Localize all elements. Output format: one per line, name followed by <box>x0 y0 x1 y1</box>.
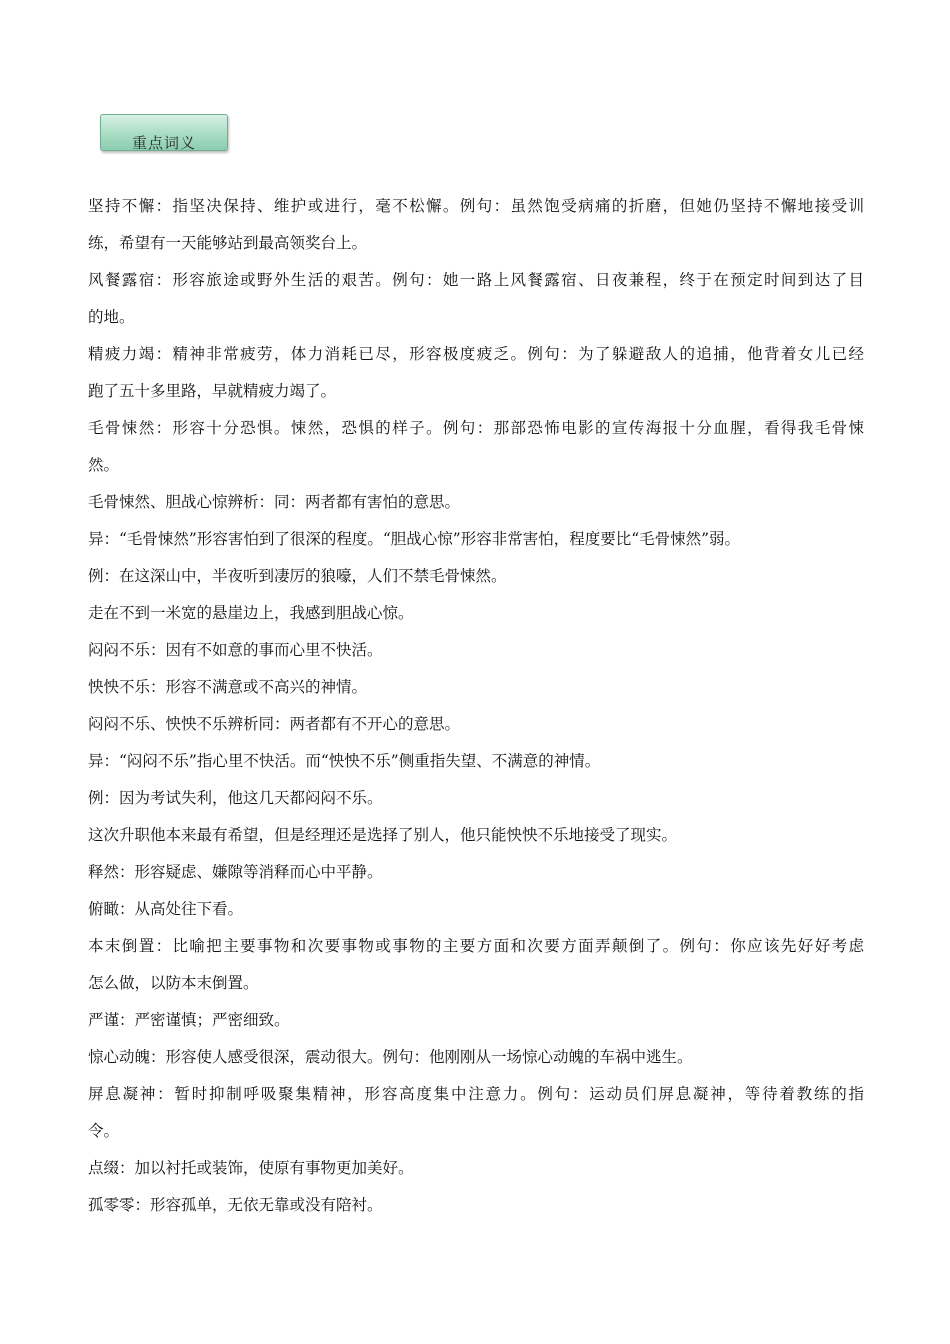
text-line: 的地。 <box>88 308 135 326</box>
text-line: 孤零零：形容孤单，无依无靠或没有陪衬。 <box>88 1196 383 1214</box>
text-line: 闷闷不乐：因有不如意的事而心里不快活。 <box>88 641 383 659</box>
text-line: 这次升职他本来最有希望，但是经理还是选择了别人，他只能怏怏不乐地接受了现实。 <box>88 826 678 844</box>
text-line: 毛骨悚然、胆战心惊辨析：同：两者都有害怕的意思。 <box>88 493 461 511</box>
text-line: 跑了五十多里路，早就精疲力竭了。 <box>88 382 337 400</box>
text-line: 例：在这深山中，半夜听到凄厉的狼嚎，人们不禁毛骨悚然。 <box>88 567 507 585</box>
text-line: 坚持不懈：指坚决保持、维护或进行，毫不松懈。例句：虽然饱受病痛的折磨，但她仍坚持不懈地接受训 <box>88 197 864 215</box>
text-line: 本末倒置：比喻把主要事物和次要事物或事物的主要方面和次要方面弄颠倒了。例句：你应该先好好考虑 <box>88 937 864 955</box>
text-line: 风餐露宿：形容旅途或野外生活的艰苦。例句：她一路上风餐露宿、日夜兼程，终于在预定时间到达了目 <box>88 271 864 289</box>
text-line: 怎么做，以防本末倒置。 <box>88 974 259 992</box>
section-title-badge <box>100 114 228 151</box>
text-line: 惊心动魄：形容使人感受很深，震动很大。例句：他刚刚从一场惊心动魄的车祸中逃生。 <box>88 1048 693 1066</box>
text-line: 异：“闷闷不乐”指心里不快活。而“怏怏不乐”侧重指失望、不满意的神情。 <box>88 752 601 770</box>
text-line: 走在不到一米宽的悬崖边上，我感到胆战心惊。 <box>88 604 414 622</box>
text-line: 例：因为考试失利，他这几天都闷闷不乐。 <box>88 789 383 807</box>
text-line: 毛骨悚然：形容十分恐惧。悚然，恐惧的样子。例句：那部恐怖电影的宣传海报十分血腥，看得我毛骨悚 <box>88 419 864 437</box>
text-line: 屏息凝神：暂时抑制呼吸聚集精神，形容高度集中注意力。例句：运动员们屏息凝神，等待着教练的指 <box>88 1085 864 1103</box>
section-title: 重点词义 <box>131 134 196 151</box>
text-line: 精疲力竭：精神非常疲劳，体力消耗已尽，形容极度疲乏。例句：为了躲避敌人的追捕，他背着女儿已经 <box>88 345 864 363</box>
text-line: 闷闷不乐、怏怏不乐辨析同：两者都有不开心的意思。 <box>88 715 461 733</box>
text-line: 点缀：加以衬托或装饰，使原有事物更加美好。 <box>88 1159 414 1177</box>
text-line: 严谨：严密谨慎；严密细致。 <box>88 1011 290 1029</box>
text-line: 异：“毛骨悚然”形容害怕到了很深的程度。“胆战心惊”形容非常害怕，程度要比“毛骨悚然”弱。 <box>88 530 741 548</box>
text-line: 释然：形容疑虑、嫌隙等消释而心中平静。 <box>88 863 383 881</box>
text-line: 怏怏不乐：形容不满意或不高兴的神情。 <box>88 678 368 696</box>
text-line: 令。 <box>88 1122 120 1140</box>
text-line: 练，希望有一天能够站到最高领奖台上。 <box>88 234 368 252</box>
text-line: 然。 <box>88 456 120 474</box>
vocabulary-list <box>88 188 864 1224</box>
text-line: 俯瞰：从高处往下看。 <box>88 900 244 918</box>
